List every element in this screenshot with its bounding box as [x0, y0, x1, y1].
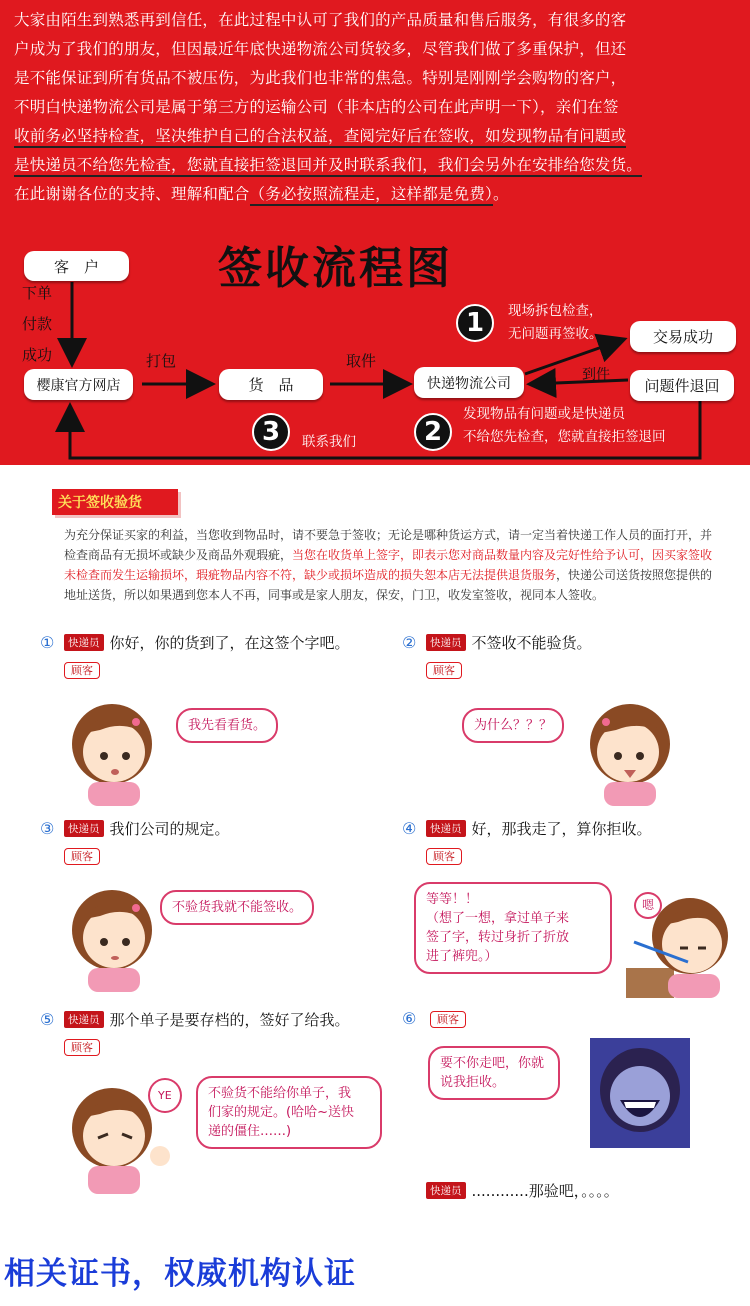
step-number: ④ — [402, 819, 417, 838]
notice-emphasis: （务必按照流程走，这样都是免费） — [250, 185, 493, 206]
customer-bubble: 为什么？？？ — [462, 708, 564, 743]
certificates-heading: 相关证书，权威机构认证 — [4, 1256, 356, 1292]
customer-bubble — [196, 1076, 382, 1149]
courier-line: 好，那我走了，算你拒收。 — [471, 820, 652, 838]
flow-shop-node: 樱康官方网店 — [24, 369, 133, 400]
customer-tag: 顾客 — [64, 1039, 100, 1056]
step1-text — [508, 300, 603, 346]
courier-line: 那个单子是要存档的，签好了给我。 — [109, 1011, 350, 1029]
step2-text — [463, 403, 666, 449]
notice-line-underlined: 是快递员不给您先检查，您就直接拒签退回并及时联系我们，我们会另外在安排给您发货。 — [14, 156, 642, 177]
courier-tag: 快递员 — [426, 1182, 466, 1199]
girl-illustration — [64, 694, 164, 806]
flow-goods-node: 货 品 — [219, 369, 323, 400]
customer-tag: 顾客 — [64, 848, 100, 865]
dialog-6-courier — [426, 1180, 619, 1201]
dialog-3-courier — [40, 818, 230, 839]
step3-badge: 3 — [252, 413, 290, 451]
notice-line: 户成为了我们的朋友，但因最近年底快递物流公司货较多，尽管我们做了多重保护，但还 — [14, 40, 627, 58]
customer-bubble — [414, 882, 612, 974]
section-intro — [64, 525, 714, 605]
flow-order-step: 付款 — [22, 315, 53, 333]
flow-courier-node: 快递物流公司 — [414, 367, 524, 398]
flow-order-step: 下单 — [22, 284, 53, 302]
dialog-5-courier — [40, 1009, 350, 1030]
courier-line: 不签收不能验货。 — [471, 634, 592, 652]
courier-line: 我们公司的规定。 — [109, 820, 230, 838]
step2-badge: 2 — [414, 413, 452, 451]
notice-period: 。 — [492, 185, 509, 203]
step1-line: 无问题再签收。 — [508, 326, 603, 342]
girl-illustration — [582, 694, 678, 806]
bubble-line: 不验货不能给你单子，我 — [208, 1086, 352, 1101]
courier-line: 你好，你的货到了，在这签个字吧。 — [109, 634, 350, 652]
bubble-line: 签了字，转过身折了折放 — [426, 930, 570, 945]
step-number: ② — [402, 633, 417, 652]
courier-tag: 快递员 — [426, 820, 466, 837]
flow-pack-label: 打包 — [146, 352, 177, 370]
step1-badge: 1 — [456, 304, 494, 342]
intro-text: ，快递公司送货按照您提供的地址送货，所以如果遇到您本人不再，同事或是家人朋友，保安，门卫，收发室签收，视同本人签收。 — [64, 568, 713, 602]
flow-success-node: 交易成功 — [630, 321, 736, 352]
flow-pickup-label: 取件 — [346, 352, 377, 370]
dialog-4-courier — [402, 818, 652, 839]
step-number: ⑤ — [40, 1010, 55, 1029]
step2-line: 不给您先检查，您就直接拒签退回 — [463, 429, 666, 445]
step-number: ③ — [40, 819, 55, 838]
courier-tag: 快递员 — [64, 1011, 104, 1028]
girl-illustration — [64, 880, 160, 992]
customer-bubble: 不验货我就不能签收。 — [160, 890, 314, 925]
ye-bubble: YE — [148, 1078, 182, 1113]
notice-panel — [0, 0, 750, 465]
step3-contact-label: 联系我们 — [302, 434, 356, 450]
customer-tag: 顾客 — [64, 662, 100, 679]
bubble-line: 说我拒收。 — [440, 1075, 506, 1090]
step1-line: 现场拆包检查， — [508, 303, 603, 319]
step-number: ⑥ — [402, 1009, 417, 1028]
thought-bubble: 嗯 — [634, 892, 662, 919]
dialog-2-courier — [402, 632, 592, 653]
bubble-line: 进了裤兜。） — [426, 949, 498, 964]
notice-text — [14, 6, 738, 209]
customer-bubble: 我先看看货。 — [176, 708, 278, 743]
bubble-line: 等等！！ — [426, 892, 479, 907]
bubble-line: 要不你走吧，你就 — [440, 1056, 545, 1071]
intro-text: 为充分保证买家的利益，当您收到物品时，请不要急于签收；无论是哪种货运方式，请一定当着快递工作人员的面打开，并检查商品有无损坏或缺少及商品外观瑕疵， — [64, 528, 713, 562]
notice-line-underlined: 收前务必坚持检查，坚决维护自己的合法权益，查阅完好后在签收，如发现物品有问题或 — [14, 127, 626, 148]
bubble-line: 们家的规定。(哈哈~送快 — [208, 1105, 354, 1120]
notice-line: 大家由陌生到熟悉再到信任，在此过程中认可了我们的产品质量和售后服务，有很多的客 — [14, 11, 627, 29]
flow-customer-node: 客 户 — [24, 251, 129, 281]
customer-tag: 顾客 — [426, 848, 462, 865]
girl-illustration — [626, 886, 736, 998]
step-number: ① — [40, 633, 55, 652]
notice-line: 在此谢谢各位的支持、理解和配合 — [14, 185, 250, 203]
bubble-line: （想了一想，拿过单子来 — [426, 911, 570, 926]
section-title: 关于签收验货 — [52, 489, 178, 515]
courier-tag: 快递员 — [64, 634, 104, 651]
notice-line: 不明白快递物流公司是属于第三方的运输公司（非本店的公司在此声明一下），亲们在签 — [14, 98, 619, 116]
intro-highlight: 当您在收货单上签字，即表示您对商品数量内容及完好性给予认可，因买家签收未检查而发生运输损坏，瑕疵物品内容不符，缺少或损坏造成的损失恕本店无法提供退货服务 — [64, 548, 713, 582]
laughing-girl-illustration — [590, 1038, 690, 1148]
dialog-1-courier — [40, 632, 350, 653]
dialog-6-customer — [402, 1009, 422, 1028]
customer-tag: 顾客 — [430, 1011, 466, 1028]
flow-arrive-label: 到件 — [582, 367, 610, 383]
bubble-line: 递的僵住……) — [208, 1124, 292, 1139]
flow-title: 签收流程图 — [218, 243, 453, 294]
step2-line: 发现物品有问题或是快递员 — [463, 406, 625, 422]
courier-tag: 快递员 — [64, 820, 104, 837]
notice-line: 是不能保证到所有货品不被压伤，为此我们也非常的焦急。特别是刚刚学会购物的客户， — [14, 69, 627, 87]
courier-tag: 快递员 — [426, 634, 466, 651]
courier-line: ............那验吧，。。。。 — [471, 1182, 619, 1200]
customer-bubble — [428, 1046, 560, 1100]
flow-order-step: 成功 — [22, 346, 53, 364]
flow-return-node: 问题件退回 — [630, 370, 734, 401]
customer-tag: 顾客 — [426, 662, 462, 679]
